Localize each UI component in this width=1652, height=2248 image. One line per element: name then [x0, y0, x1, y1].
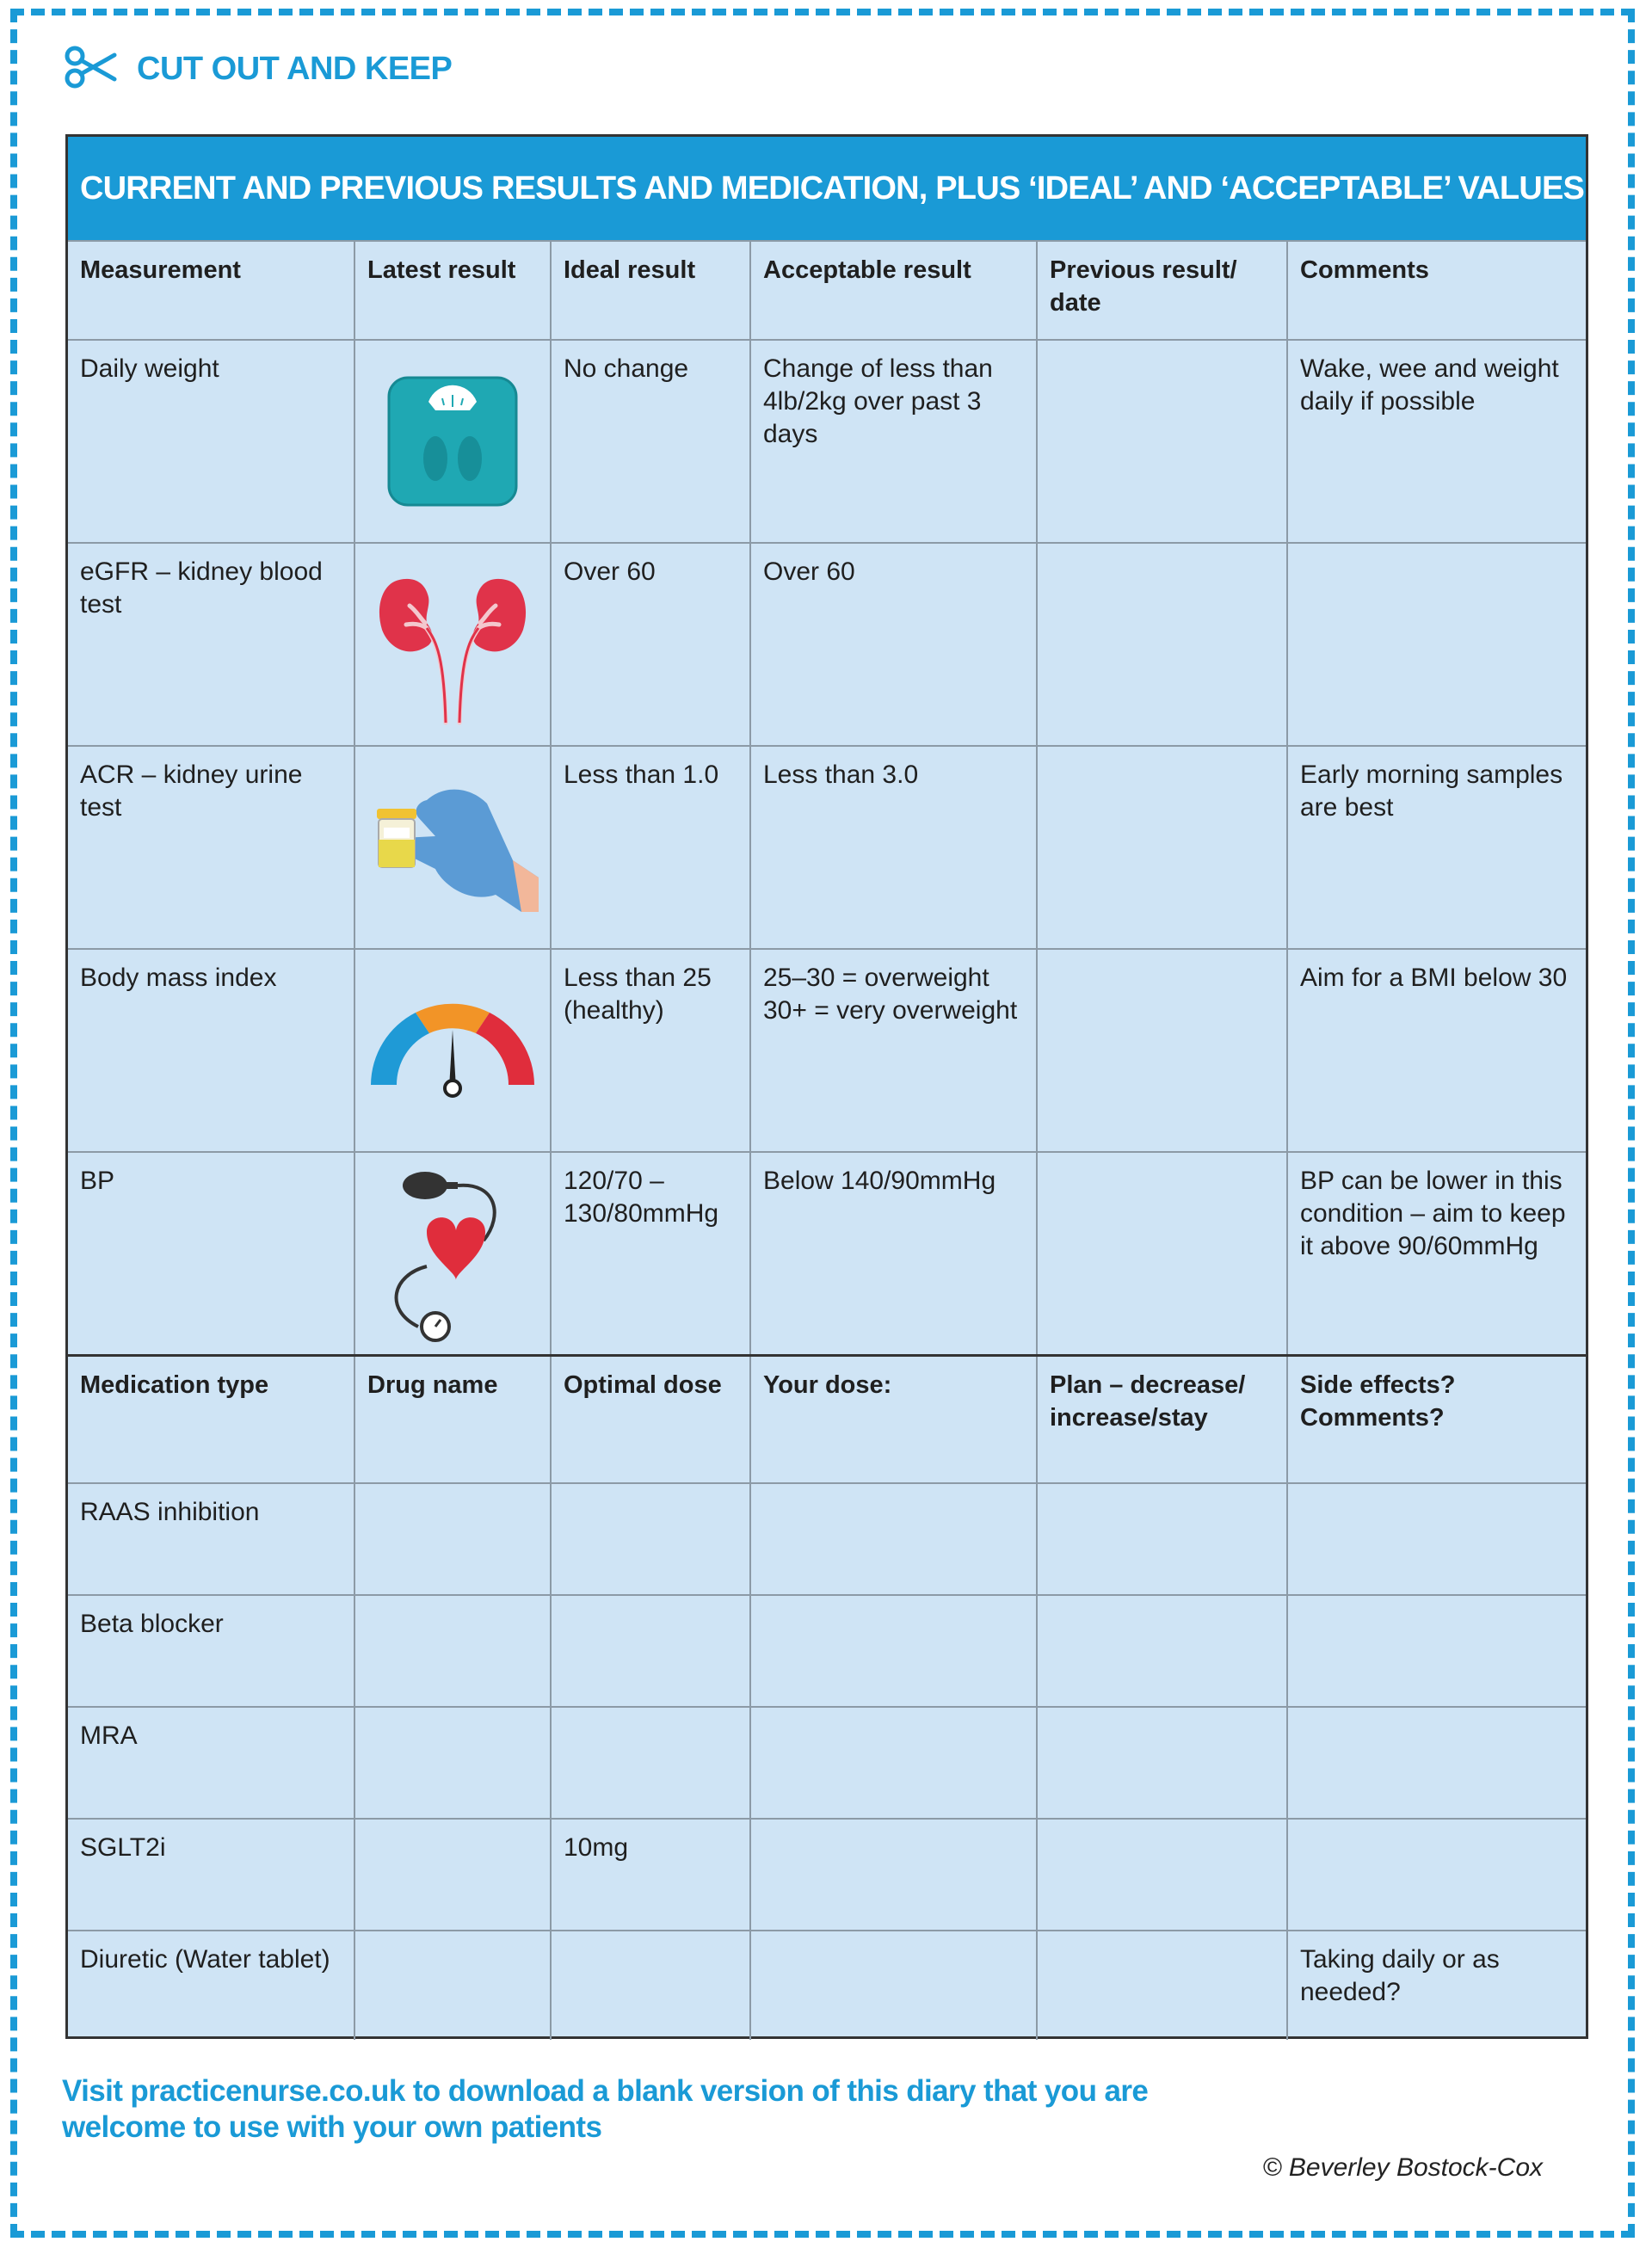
ideal-result-cell: Less than 1.0	[551, 746, 750, 949]
previous-result-cell[interactable]	[1037, 340, 1287, 543]
your-dose-cell[interactable]	[750, 1483, 1037, 1595]
your-dose-cell[interactable]	[750, 1931, 1037, 2040]
previous-result-cell[interactable]	[1037, 949, 1287, 1152]
your-dose-cell[interactable]	[750, 1707, 1037, 1819]
urine-sample-icon	[367, 783, 539, 912]
acceptable-result-cell: 25–30 = overweight 30+ = very overweight	[750, 949, 1037, 1152]
scissors-icon	[65, 45, 118, 94]
medication-header-row	[68, 1355, 1586, 1483]
ideal-result-cell: Less than 25 (healthy)	[551, 949, 750, 1152]
copyright-notice: © Beverley Bostock-Cox	[1262, 2153, 1543, 2182]
side-effects-cell[interactable]	[1287, 1595, 1586, 1707]
header-medication-type: Medication type	[68, 1355, 354, 1483]
comments-cell: Wake, wee and weight daily if possible	[1287, 340, 1586, 543]
header-measurement: Measurement	[68, 241, 354, 340]
drug-name-cell[interactable]	[354, 1483, 551, 1595]
header-previous-result: Previous result/ date	[1037, 241, 1287, 340]
results-panel	[65, 134, 1588, 2039]
measurement-cell: eGFR – kidney blood test	[68, 543, 354, 746]
download-note: Visit practicenurse.co.uk to download a blank version of this diary that you are welcome to use with your own patients	[62, 2074, 1149, 2144]
acceptable-result-cell: Change of less than 4lb/2kg over past 3 days	[750, 340, 1037, 543]
optimal-dose-cell	[551, 1483, 750, 1595]
header-comments: Comments	[1287, 241, 1586, 340]
results-header-row	[68, 241, 1586, 340]
comments-cell: Early morning samples are best	[1287, 746, 1586, 949]
medication-type-cell: Diuretic (Water tablet)	[68, 1931, 354, 2040]
your-dose-cell[interactable]	[750, 1819, 1037, 1931]
optimal-dose-cell: 10mg	[551, 1819, 750, 1931]
plan-cell[interactable]	[1037, 1931, 1287, 2040]
header-plan: Plan – decrease/ increase/stay	[1037, 1355, 1287, 1483]
header-latest-result: Latest result	[354, 241, 551, 340]
table-row	[68, 340, 1586, 543]
previous-result-cell[interactable]	[1037, 1152, 1287, 1355]
measurement-cell: ACR – kidney urine test	[68, 746, 354, 949]
optimal-dose-cell	[551, 1595, 750, 1707]
plan-cell[interactable]	[1037, 1595, 1287, 1707]
ideal-result-cell: Over 60	[551, 543, 750, 746]
table-row	[68, 1707, 1586, 1819]
cut-out-header	[65, 45, 452, 94]
kidneys-icon	[375, 563, 530, 726]
header-acceptable-result: Acceptable result	[750, 241, 1037, 340]
table-row	[68, 1152, 1586, 1355]
acceptable-result-cell: Over 60	[750, 543, 1037, 746]
table-row	[68, 1819, 1586, 1931]
latest-result-cell[interactable]	[354, 543, 551, 746]
side-effects-cell[interactable]	[1287, 1483, 1586, 1595]
header-optimal-dose: Optimal dose	[551, 1355, 750, 1483]
latest-result-cell[interactable]	[354, 746, 551, 949]
latest-result-cell[interactable]	[354, 1152, 551, 1355]
header-drug-name: Drug name	[354, 1355, 551, 1483]
measurement-cell: Daily weight	[68, 340, 354, 543]
comments-cell	[1287, 543, 1586, 746]
header-side-effects: Side effects? Comments?	[1287, 1355, 1586, 1483]
ideal-result-cell: 120/70 – 130/80mmHg	[551, 1152, 750, 1355]
optimal-dose-cell	[551, 1707, 750, 1819]
table-row	[68, 746, 1586, 949]
medication-type-cell: RAAS inhibition	[68, 1483, 354, 1595]
table-row	[68, 543, 1586, 746]
cut-out-label: CUT OUT AND KEEP	[137, 51, 453, 87]
side-effects-cell[interactable]	[1287, 1707, 1586, 1819]
measurement-cell: BP	[68, 1152, 354, 1355]
measurement-cell: Body mass index	[68, 949, 354, 1152]
drug-name-cell[interactable]	[354, 1595, 551, 1707]
blood-pressure-icon	[384, 1163, 521, 1344]
table-row	[68, 1595, 1586, 1707]
header-your-dose: Your dose:	[750, 1355, 1037, 1483]
panel-title: CURRENT AND PREVIOUS RESULTS AND MEDICATION, PLUS ‘IDEAL’ AND ‘ACCEPTABLE’ VALUES	[68, 137, 1586, 240]
bmi-gauge-icon	[362, 999, 543, 1102]
plan-cell[interactable]	[1037, 1819, 1287, 1931]
weighing-scale-icon	[384, 373, 521, 510]
acceptable-result-cell: Below 140/90mmHg	[750, 1152, 1037, 1355]
header-ideal-result: Ideal result	[551, 241, 750, 340]
latest-result-cell[interactable]	[354, 949, 551, 1152]
medication-type-cell: MRA	[68, 1707, 354, 1819]
drug-name-cell[interactable]	[354, 1819, 551, 1931]
drug-name-cell[interactable]	[354, 1931, 551, 2040]
optimal-dose-cell	[551, 1931, 750, 2040]
ideal-result-cell: No change	[551, 340, 750, 543]
previous-result-cell[interactable]	[1037, 746, 1287, 949]
table-row	[68, 1483, 1586, 1595]
drug-name-cell[interactable]	[354, 1707, 551, 1819]
previous-result-cell[interactable]	[1037, 543, 1287, 746]
your-dose-cell[interactable]	[750, 1595, 1037, 1707]
medication-type-cell: SGLT2i	[68, 1819, 354, 1931]
side-effects-cell[interactable]: Taking daily or as needed?	[1287, 1931, 1586, 2040]
table-row	[68, 1931, 1586, 2040]
table-row	[68, 949, 1586, 1152]
plan-cell[interactable]	[1037, 1483, 1287, 1595]
acceptable-result-cell: Less than 3.0	[750, 746, 1037, 949]
latest-result-cell[interactable]	[354, 340, 551, 543]
comments-cell: BP can be lower in this condition – aim to keep it above 90/60mmHg	[1287, 1152, 1586, 1355]
plan-cell[interactable]	[1037, 1707, 1287, 1819]
medication-type-cell: Beta blocker	[68, 1595, 354, 1707]
side-effects-cell[interactable]	[1287, 1819, 1586, 1931]
comments-cell: Aim for a BMI below 30	[1287, 949, 1586, 1152]
results-table	[68, 240, 1586, 2040]
